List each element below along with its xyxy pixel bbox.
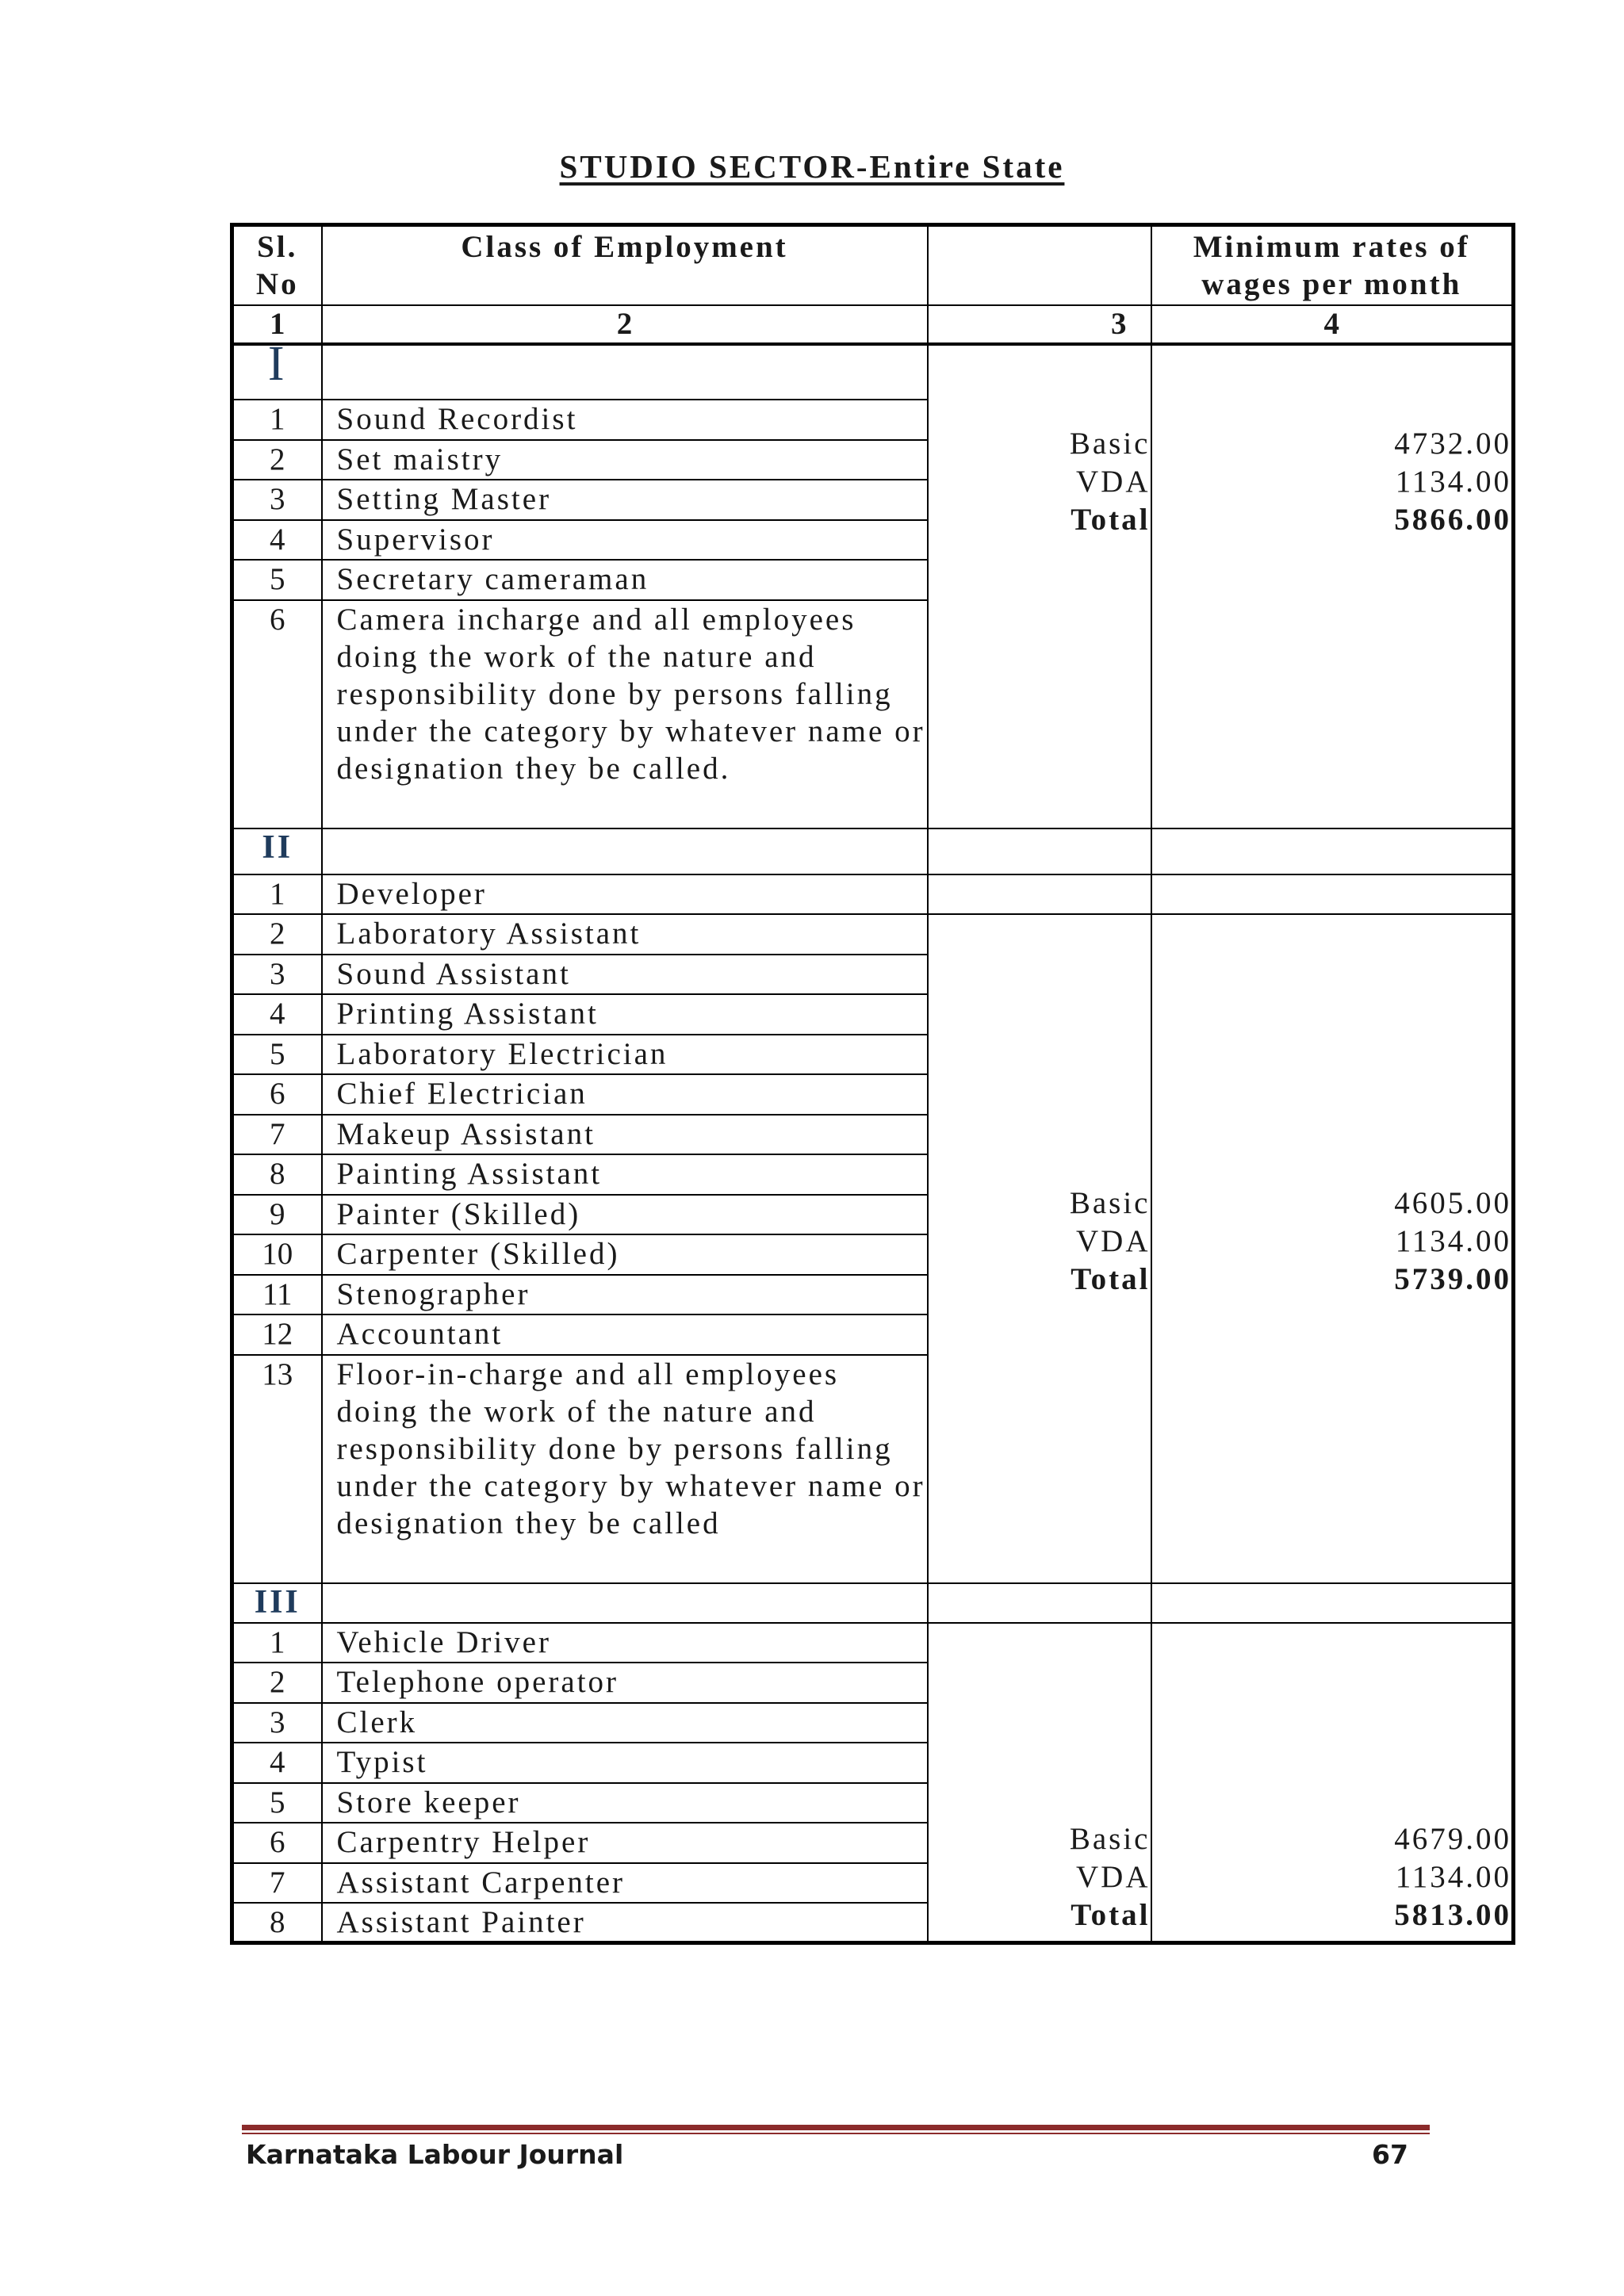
- row-sl-number: 5: [232, 560, 322, 600]
- group-1-wages-labels: [928, 344, 1151, 828]
- row-sl-number: 6: [232, 600, 322, 828]
- row-sl-number: 3: [232, 480, 322, 520]
- table-row: [232, 1623, 1514, 1663]
- basic-value: 4605.00: [1394, 1186, 1511, 1220]
- row-class-of-employment: Assistant Carpenter: [322, 1863, 928, 1904]
- group-header-row: [232, 1583, 1514, 1623]
- row-sl-number: 1: [232, 1623, 322, 1663]
- group-2-wages-values: [1151, 914, 1514, 1583]
- row-sl-number: 4: [232, 1743, 322, 1783]
- row-class-of-employment: Camera incharge and all employees doing the work of the nature and responsibility done by persons falling under the category by whatever name or designation they be called.: [322, 600, 928, 828]
- row-class-of-employment: Vehicle Driver: [322, 1623, 928, 1663]
- row-sl-number: 7: [232, 1115, 322, 1155]
- col-number-4: 4: [1151, 305, 1514, 344]
- row-sl-number: 8: [232, 1903, 322, 1943]
- basic-label: Basic: [1069, 427, 1151, 461]
- row-class-of-employment: Carpenter (Skilled): [322, 1234, 928, 1275]
- total-label: Total: [1071, 1897, 1151, 1932]
- row-sl-number: 5: [232, 1035, 322, 1075]
- group-blank-cell: [928, 1583, 1151, 1623]
- row-class-of-employment: Floor-in-charge and all employees doing the work of the nature and responsibility done by persons falling under the category by whatever name or designation they be called: [322, 1355, 928, 1583]
- blank-cell: [928, 874, 1151, 915]
- group-3-wages-labels: [928, 1623, 1151, 1943]
- footer-rule: [242, 2125, 1430, 2134]
- group-roman-numeral: II: [232, 828, 322, 874]
- row-sl-number: 2: [232, 1663, 322, 1703]
- row-sl-number: 9: [232, 1195, 322, 1235]
- row-class-of-employment: Sound Recordist: [322, 400, 928, 440]
- row-class-of-employment: Painting Assistant: [322, 1154, 928, 1195]
- row-class-of-employment: Chief Electrician: [322, 1074, 928, 1115]
- row-sl-number: 2: [232, 440, 322, 480]
- group-3-wages-values: [1151, 1623, 1514, 1943]
- total-label: Total: [1071, 503, 1151, 537]
- row-class-of-employment: Developer: [322, 874, 928, 915]
- row-sl-number: 4: [232, 994, 322, 1035]
- row-sl-number: 12: [232, 1314, 322, 1355]
- row-class-of-employment: Accountant: [322, 1314, 928, 1355]
- row-class-of-employment: Sound Assistant: [322, 955, 928, 995]
- footer-page-number: 67: [1372, 2139, 1408, 2170]
- row-sl-number: 3: [232, 955, 322, 995]
- row-class-of-employment: Secretary cameraman: [322, 560, 928, 600]
- total-value: 5813.00: [1394, 1897, 1511, 1932]
- row-class-of-employment: Supervisor: [322, 520, 928, 561]
- group-blank-cell: [322, 1583, 928, 1623]
- basic-label: Basic: [1069, 1821, 1151, 1856]
- vda-value: 1134.00: [1395, 1859, 1511, 1894]
- blank-cell: [1151, 874, 1514, 915]
- group-blank-cell: [322, 344, 928, 400]
- row-sl-number: 13: [232, 1355, 322, 1583]
- group-header-row: [232, 344, 1514, 400]
- basic-label: Basic: [1069, 1186, 1151, 1220]
- row-sl-number: 6: [232, 1823, 322, 1863]
- total-label: Total: [1071, 1262, 1151, 1296]
- row-sl-number: 7: [232, 1863, 322, 1904]
- group-blank-cell: [1151, 828, 1514, 874]
- group-blank-cell: [1151, 1583, 1514, 1623]
- vda-label: VDA: [1076, 1224, 1151, 1258]
- vda-label: VDA: [1076, 1859, 1151, 1894]
- row-sl-number: 6: [232, 1074, 322, 1115]
- header-class-of-employment: Class of Employment: [322, 225, 928, 306]
- group-blank-cell: [928, 828, 1151, 874]
- header-sl-no: Sl. No: [232, 225, 322, 306]
- row-sl-number: 5: [232, 1783, 322, 1823]
- row-class-of-employment: Stenographer: [322, 1275, 928, 1315]
- page-title: STUDIO SECTOR-Entire State: [559, 148, 1065, 185]
- vda-value: 1134.00: [1395, 465, 1511, 499]
- group-blank-cell: [322, 828, 928, 874]
- row-sl-number: 2: [232, 914, 322, 955]
- row-class-of-employment: Setting Master: [322, 480, 928, 520]
- row-class-of-employment: Set maistry: [322, 440, 928, 480]
- group-header-row: [232, 828, 1514, 874]
- row-class-of-employment: Assistant Painter: [322, 1903, 928, 1943]
- group-roman-numeral: I: [232, 344, 322, 400]
- row-class-of-employment: Laboratory Electrician: [322, 1035, 928, 1075]
- row-class-of-employment: Clerk: [322, 1703, 928, 1743]
- total-value: 5739.00: [1394, 1262, 1511, 1296]
- row-class-of-employment: Store keeper: [322, 1783, 928, 1823]
- header-minimum-rates: Minimum rates of wages per month: [1151, 225, 1514, 306]
- footer-journal-name: Karnataka Labour Journal: [246, 2139, 624, 2170]
- basic-value: 4732.00: [1394, 427, 1511, 461]
- col-number-2: 2: [322, 305, 928, 344]
- row-sl-number: 1: [232, 400, 322, 440]
- row-sl-number: 8: [232, 1154, 322, 1195]
- group-1-wages-values: [1151, 344, 1514, 828]
- total-value: 5866.00: [1394, 503, 1511, 537]
- row-sl-number: 10: [232, 1234, 322, 1275]
- row-sl-number: 1: [232, 874, 322, 915]
- row-sl-number: 4: [232, 520, 322, 561]
- row-sl-number: 3: [232, 1703, 322, 1743]
- col-number-1: 1: [232, 305, 322, 344]
- group-roman-numeral: III: [232, 1583, 322, 1623]
- row-class-of-employment: Printing Assistant: [322, 994, 928, 1035]
- col-number-3: 3: [928, 305, 1151, 344]
- row-class-of-employment: Telephone operator: [322, 1663, 928, 1703]
- vda-label: VDA: [1076, 465, 1151, 499]
- row-class-of-employment: Laboratory Assistant: [322, 914, 928, 955]
- table-row: [232, 914, 1514, 955]
- row-sl-number: 11: [232, 1275, 322, 1315]
- table-row: [232, 874, 1514, 915]
- wages-table: [230, 223, 1515, 1945]
- row-class-of-employment: Painter (Skilled): [322, 1195, 928, 1235]
- group-2-wages-labels: [928, 914, 1151, 1583]
- header-blank: [928, 225, 1151, 306]
- row-class-of-employment: Makeup Assistant: [322, 1115, 928, 1155]
- vda-value: 1134.00: [1395, 1224, 1511, 1258]
- row-class-of-employment: Carpentry Helper: [322, 1823, 928, 1863]
- row-class-of-employment: Typist: [322, 1743, 928, 1783]
- basic-value: 4679.00: [1394, 1821, 1511, 1856]
- wages-table-body: [232, 337, 1514, 1943]
